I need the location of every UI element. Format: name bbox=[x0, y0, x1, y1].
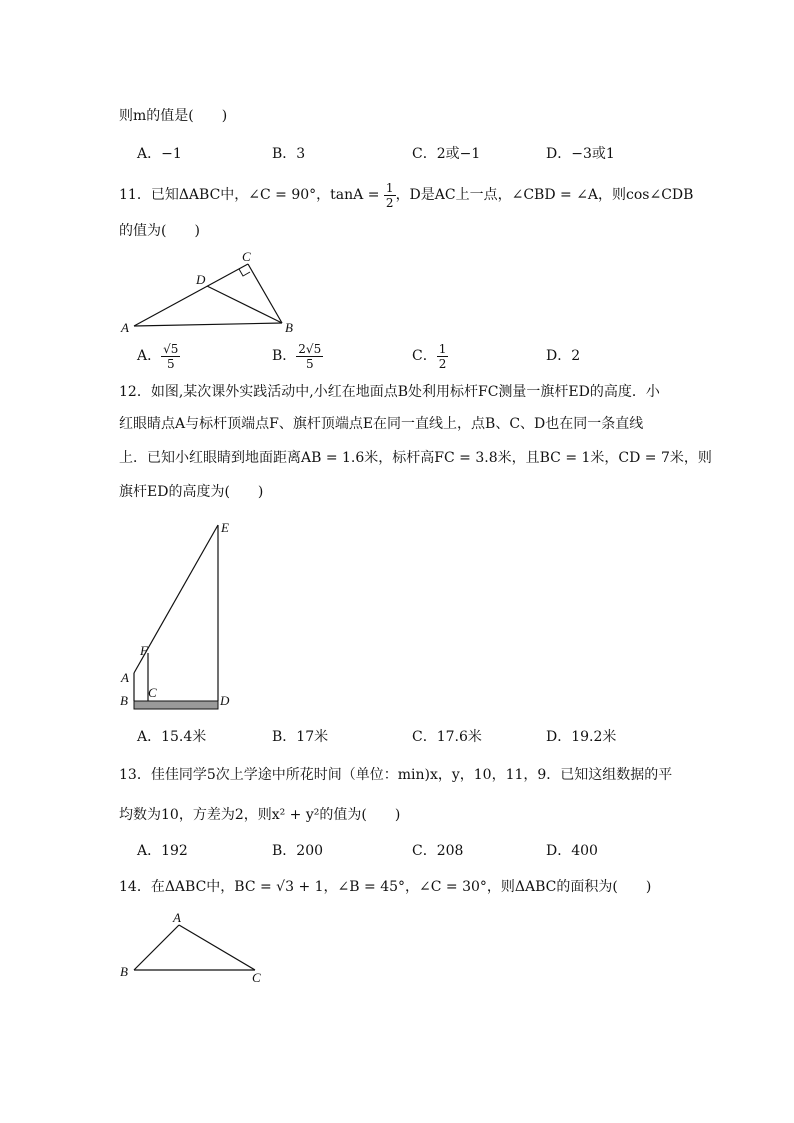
q12-label-c: C bbox=[148, 685, 157, 700]
q12-label-b: B bbox=[120, 693, 128, 708]
q11-option-b-prefix: B． bbox=[272, 348, 297, 364]
q11-tan-denominator: 2 bbox=[385, 195, 394, 210]
q11-stem-part1: 11．已知ΔABC中，∠C = 90°，tanA = bbox=[119, 187, 384, 203]
q14-label-a: A bbox=[173, 910, 181, 925]
q11-option-b-fraction bbox=[296, 342, 323, 371]
q11-segment-ac bbox=[134, 264, 248, 326]
q11-stem-line2: 的值为( ) bbox=[119, 223, 200, 239]
q14-label-c: C bbox=[252, 970, 261, 985]
q12-label-a: A bbox=[121, 670, 129, 685]
q12-stem-line4: 旗杆ED的高度为( ) bbox=[119, 484, 264, 500]
q13-stem-line2: 均数为10，方差为2，则x² + y²的值为( ) bbox=[119, 807, 401, 823]
q11-tan-fraction bbox=[384, 181, 396, 210]
q11-label-d: D bbox=[196, 272, 206, 287]
q13-option-b: B．200 bbox=[272, 843, 324, 859]
q11-option-c-fraction bbox=[437, 342, 449, 371]
q11-segment-ab bbox=[134, 323, 282, 326]
q12-label-d: D bbox=[220, 693, 230, 708]
q11-option-b bbox=[272, 340, 323, 372]
q12-flagpole-figure bbox=[115, 515, 245, 715]
q11-label-c: C bbox=[242, 249, 251, 264]
q10-option-d: D．−3或1 bbox=[546, 146, 615, 162]
q13-stem-line1: 13．佳佳同学5次上学途中所花时间（单位：min)x，y，10，11，9．已知这组数据的平 bbox=[119, 767, 673, 783]
q10-option-b: B．3 bbox=[272, 146, 306, 162]
q11-option-a bbox=[137, 340, 180, 372]
q10-option-c: C．2或−1 bbox=[412, 146, 481, 162]
q14-segment-ba bbox=[134, 925, 179, 970]
q11-tan-numerator: 1 bbox=[385, 180, 394, 195]
q12-option-d: D．19.2米 bbox=[546, 729, 617, 745]
q10-stem: 则m的值是( ) bbox=[119, 108, 228, 124]
q11-right-angle-mark bbox=[239, 269, 250, 276]
q13-option-c: C．208 bbox=[412, 843, 464, 859]
q12-ground bbox=[134, 701, 218, 709]
q13-option-a: A．192 bbox=[137, 843, 188, 859]
q14-triangle-figure bbox=[115, 910, 275, 990]
q11-option-c-prefix: C． bbox=[412, 348, 437, 364]
q12-stem-line3: 上．已知小红眼睛到地面距离AB = 1.6米，标杆高FC = 3.8米，且BC = 1米，CD = 7米，则 bbox=[119, 450, 712, 466]
q11-option-c-denominator: 2 bbox=[438, 356, 447, 371]
q11-option-d: D．2 bbox=[546, 348, 581, 364]
q11-option-c-numerator: 1 bbox=[438, 341, 447, 356]
q11-stem-part2: ，D是AC上一点，∠CBD = ∠A，则cos∠CDB bbox=[395, 187, 694, 203]
q14-label-b: B bbox=[120, 964, 128, 979]
q12-option-c: C．17.6米 bbox=[412, 729, 482, 745]
q12-label-f: F bbox=[140, 643, 148, 658]
q11-option-a-prefix: A． bbox=[137, 348, 162, 364]
q12-option-a: A．15.4米 bbox=[137, 729, 207, 745]
q12-option-b: B．17米 bbox=[272, 729, 329, 745]
q11-label-a: A bbox=[121, 320, 129, 335]
q12-stem-line2: 红眼睛点A与标杆顶端点F、旗杆顶端点E在同一直线上，点B、C、D也在同一条直线 bbox=[119, 416, 644, 432]
q11-option-a-fraction bbox=[161, 342, 180, 371]
q12-label-e: E bbox=[221, 520, 229, 535]
q10-option-a: A．−1 bbox=[137, 146, 182, 162]
q14-segment-ac bbox=[179, 925, 255, 970]
q11-label-b: B bbox=[285, 320, 293, 335]
q12-stem-line1: 12．如图,某次课外实践活动中,小红在地面点B处利用标杆FC测量一旗杆ED的高度．小 bbox=[119, 384, 660, 400]
q14-stem: 14．在ΔABC中，BC = √3 + 1，∠B = 45°，∠C = 30°，则ΔABC的面积为( ) bbox=[119, 879, 652, 895]
q11-option-b-denominator: 5 bbox=[305, 356, 314, 371]
q11-option-a-numerator: √5 bbox=[163, 341, 179, 356]
q13-option-d: D．400 bbox=[546, 843, 598, 859]
q11-option-a-denominator: 5 bbox=[166, 356, 175, 371]
q11-option-c bbox=[412, 340, 448, 372]
q11-option-b-numerator: 2√5 bbox=[298, 341, 322, 356]
q11-triangle-figure bbox=[115, 248, 315, 338]
q11-stem-line1 bbox=[119, 180, 693, 210]
